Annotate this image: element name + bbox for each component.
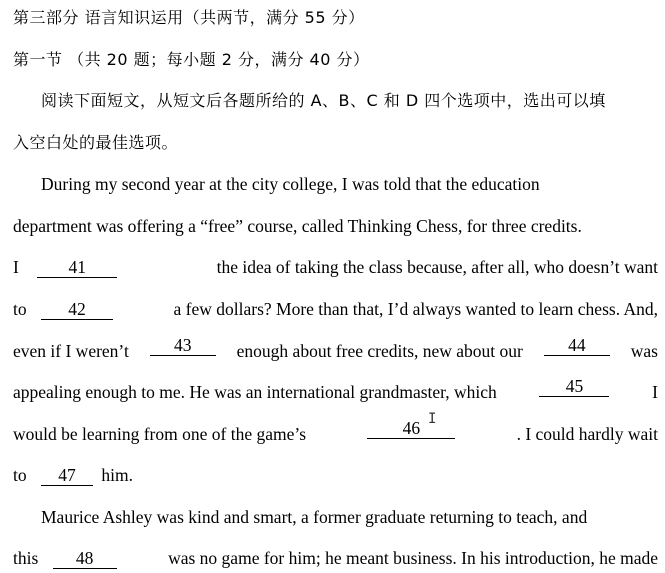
- passage-line: [13, 460, 658, 490]
- passage-text: appealing enough to me. He was an international grandmaster, which: [13, 382, 497, 402]
- passage-line: [41, 502, 658, 532]
- passage-text: was: [630, 341, 658, 361]
- blank-46[interactable]: 46: [367, 419, 455, 439]
- text-cursor-icon: Ι: [428, 411, 437, 427]
- passage-text: During my second year at the city college, I was told that the education: [41, 174, 540, 194]
- passage-text: department was offering a “free” course, called Thinking Chess, for three credits.: [13, 216, 582, 236]
- passage-text: I: [652, 382, 658, 402]
- blank-42[interactable]: 42: [41, 300, 113, 320]
- passage-text: enough about free credits, new about our: [236, 341, 523, 361]
- passage-line: [41, 169, 658, 199]
- passage-text: this: [13, 548, 39, 568]
- passage-line: [13, 377, 658, 407]
- passage-text: the idea of taking the class because, after all, who doesn’t want: [216, 257, 658, 277]
- passage-line: [13, 211, 658, 241]
- passage-text: was no game for him; he meant business. In his introduction, he made: [168, 548, 658, 568]
- passage-text: Maurice Ashley was kind and smart, a former graduate returning to teach, and: [41, 507, 588, 527]
- blank-47[interactable]: 47: [41, 466, 93, 486]
- passage-line: [13, 419, 658, 449]
- passage-text: to: [13, 465, 27, 485]
- blank-48[interactable]: 48: [53, 549, 117, 569]
- passage-line: [13, 336, 658, 366]
- instruction-line-2: 入空白处的最佳选项。: [13, 133, 179, 152]
- passage-text: would be learning from one of the game’s: [13, 424, 307, 444]
- section-title: 第一节 （共 20 题；每小题 2 分，满分 40 分）: [13, 50, 370, 69]
- passage-text: I: [13, 257, 19, 277]
- passage-line: [13, 294, 658, 324]
- passage-text: a few dollars? More than that, I’d always wanted to learn chess. And,: [173, 299, 658, 319]
- instruction-line-1: 阅读下面短文，从短文后各题所给的 A、B、C 和 D 四个选项中，选出可以填: [41, 91, 606, 110]
- part-title: 第三部分 语言知识运用（共两节，满分 55 分）: [13, 8, 365, 27]
- blank-41[interactable]: 41: [37, 258, 117, 278]
- passage-text: him.: [101, 465, 133, 485]
- passage-line: [13, 252, 658, 282]
- passage-text: even if I weren’t: [13, 341, 129, 361]
- blank-45[interactable]: 45: [539, 377, 609, 397]
- blank-44[interactable]: 44: [544, 336, 610, 356]
- blank-43[interactable]: 43: [150, 336, 216, 356]
- passage-text: to: [13, 299, 27, 319]
- passage-text: . I could hardly wait: [516, 424, 658, 444]
- passage-line: [13, 543, 658, 573]
